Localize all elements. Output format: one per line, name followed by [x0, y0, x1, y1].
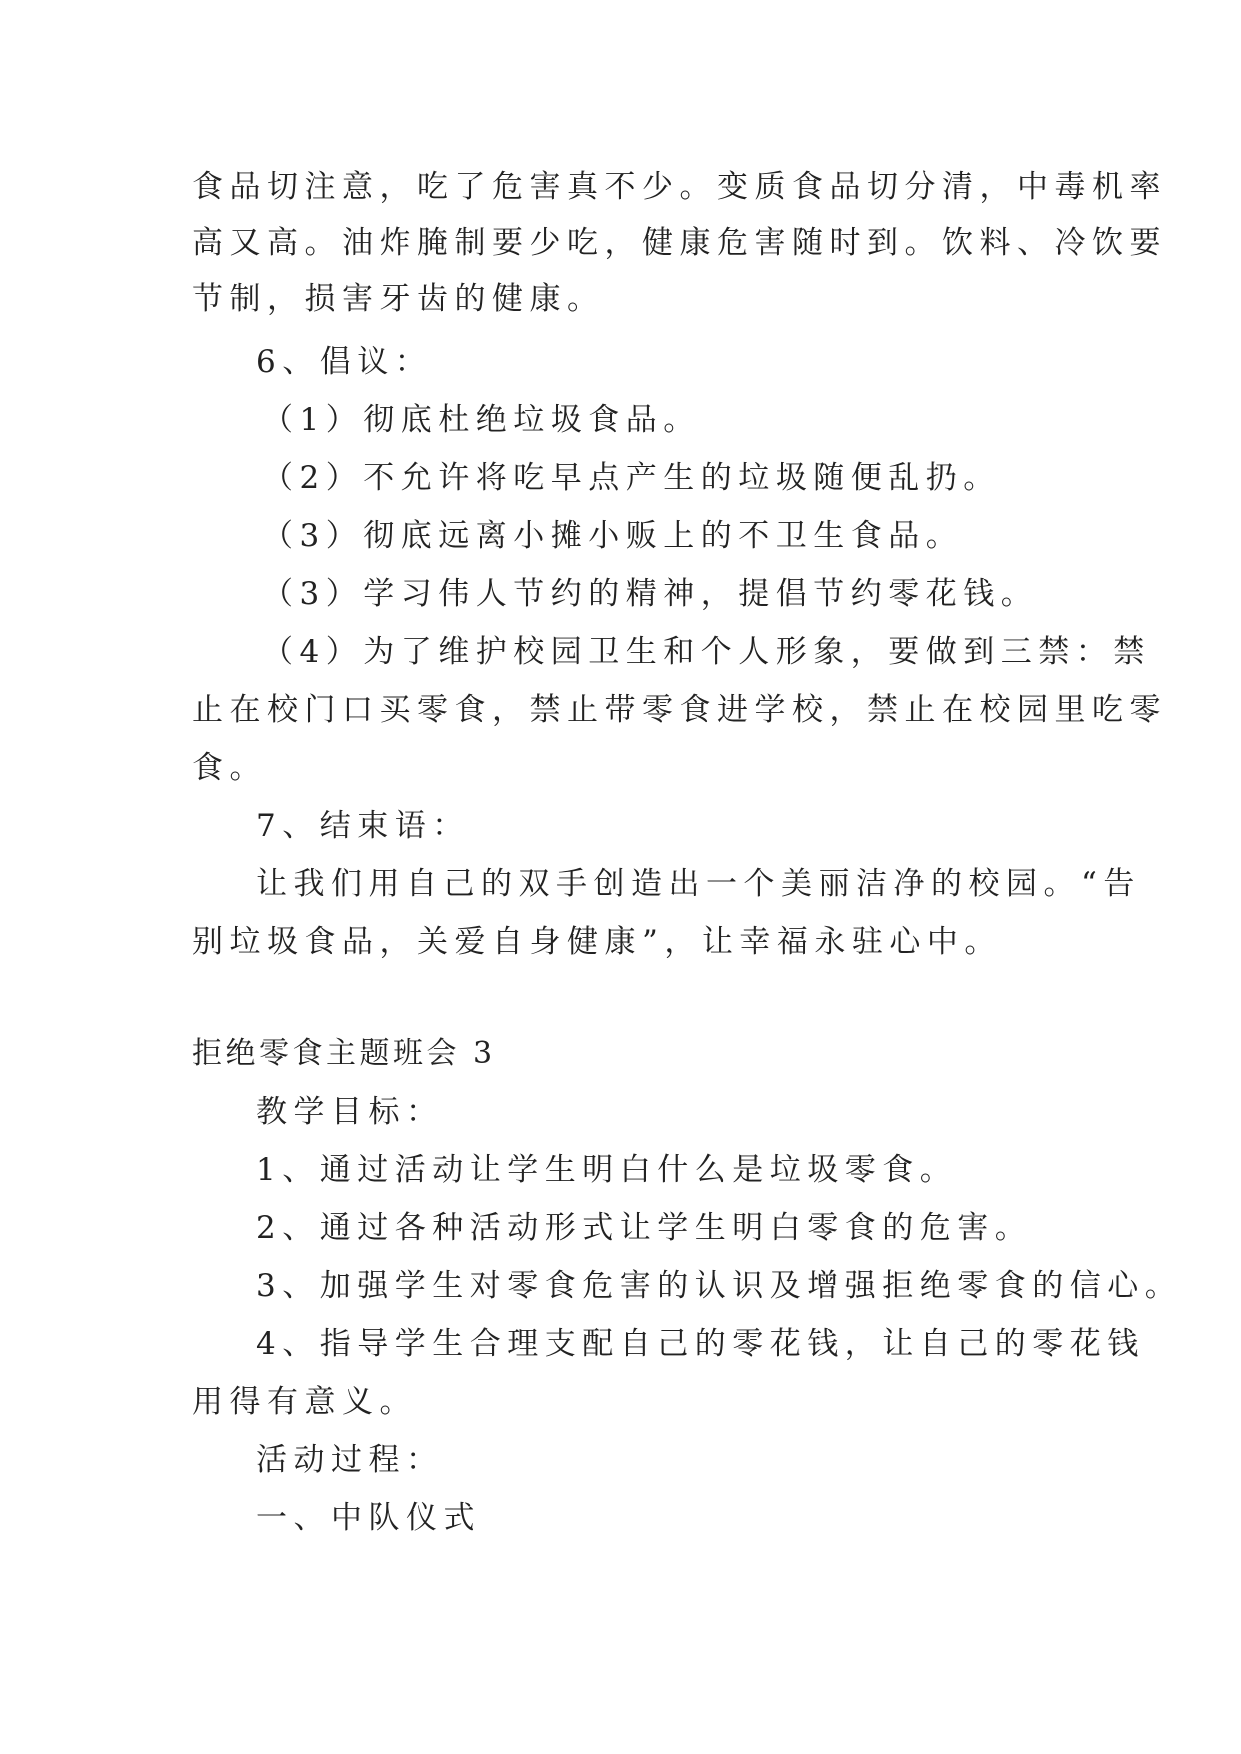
goal-item-2: 2、通过各种活动形式让学生明白零食的危害。 [256, 1210, 1033, 1246]
process-step-1: 一、中队仪式 [256, 1500, 481, 1536]
goal-item-3: 3、加强学生对零食危害的认识及增强拒绝零食的信心。 [256, 1268, 1183, 1304]
proposal-item-1: （1）彻底杜绝垃圾食品。 [262, 402, 701, 438]
proposal-item-2: （2）不允许将吃早点产生的垃圾随便乱扔。 [262, 460, 1001, 496]
proposal-heading: 6、倡议： [256, 344, 433, 380]
proposal-item-3b: （3）学习伟人节约的精神，提倡节约零花钱。 [262, 576, 1039, 612]
goal-item-4-line-1: 4、指导学生合理支配自己的零花钱，让自己的零花钱 [256, 1326, 1145, 1362]
goals-heading: 教学目标： [256, 1094, 444, 1130]
closing-line-1: 让我们用自己的双手创造出一个美丽洁净的校园。“告 [256, 866, 1141, 902]
proposal-item-4-line-1: （4）为了维护校园卫生和个人形象，要做到三禁：禁 [262, 634, 1151, 670]
proposal-item-4-line-2: 止在校门口买零食，禁止带零食进学校，禁止在校园里吃零 [192, 692, 1167, 728]
proposal-item-4-line-3: 食。 [192, 750, 267, 786]
food-paragraph-line-2: 高又高。油炸腌制要少吃，健康危害随时到。饮料、冷饮要 [192, 225, 1167, 261]
goal-item-1: 1、通过活动让学生明白什么是垃圾零食。 [256, 1152, 958, 1188]
proposal-item-3: （3）彻底远离小摊小贩上的不卫生食品。 [262, 518, 964, 554]
goal-item-4-line-2: 用得有意义。 [192, 1384, 417, 1420]
closing-heading: 7、结束语： [256, 808, 470, 844]
food-paragraph-line-3: 节制，损害牙齿的健康。 [192, 281, 605, 317]
section-title: 拒绝零食主题班会 3 [192, 1036, 496, 1071]
food-paragraph-line-1: 食品切注意，吃了危害真不少。变质食品切分清，中毒机率 [192, 169, 1167, 205]
process-heading: 活动过程： [256, 1442, 444, 1478]
closing-line-2: 别垃圾食品，关爱自身健康”，让幸福永驻心中。 [192, 924, 1002, 960]
